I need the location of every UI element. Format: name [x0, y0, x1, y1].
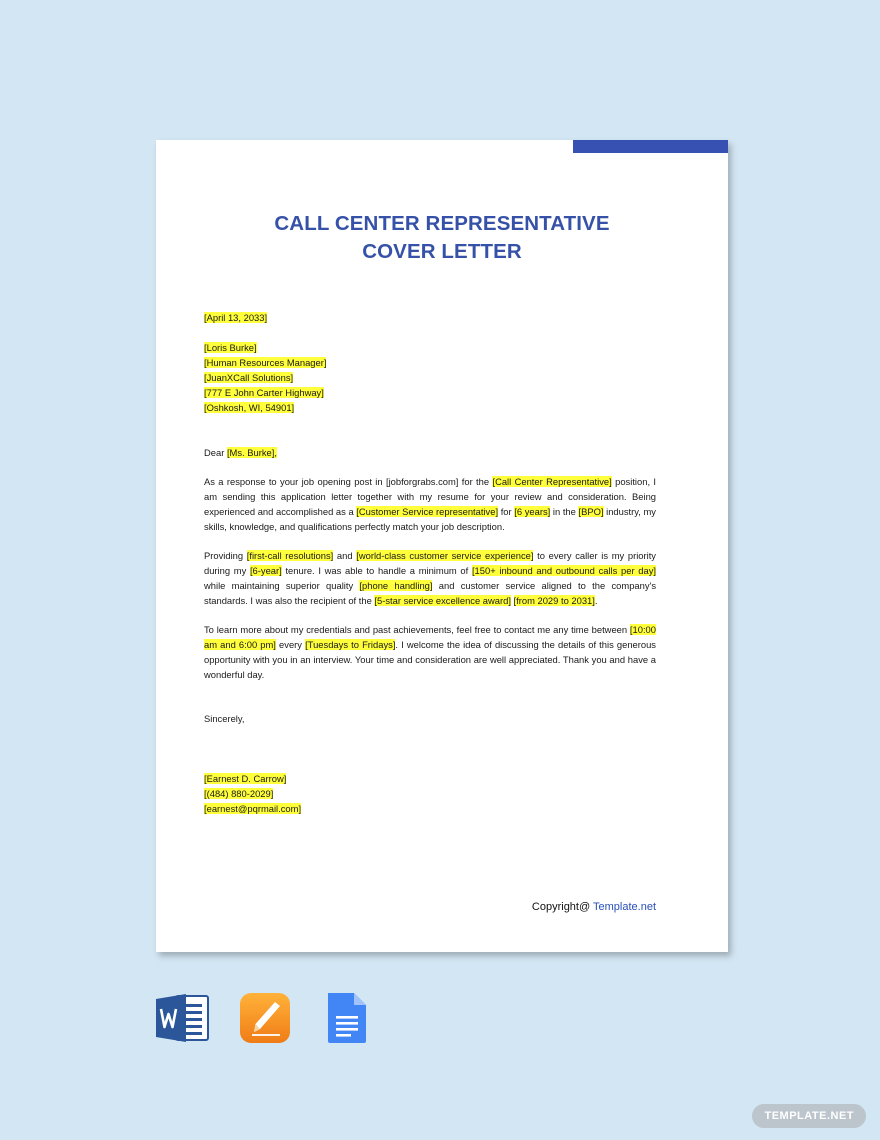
recipient-city: [Oshkosh, WI, 54901] [204, 402, 295, 413]
recipient-position: [Human Resources Manager] [204, 357, 327, 368]
salutation: Dear [Ms. Burke], [204, 447, 277, 458]
date: [April 13, 2033] [204, 312, 268, 323]
letter-body [204, 310, 656, 816]
paragraph-1: As a response to your job opening post in [jobforgrabs.com] for the [Call Center Representative] position, I am sending this application letter together with my resume for your review and consideration. Being experienced and accomplished as a [Customer Service representative] for [6 years] in the [BPO] industry, my skills, knowledge, and qualifications perfectly match your job description. [204, 476, 657, 532]
title-line-1: CALL CENTER REPRESENTATIVE [274, 212, 610, 235]
format-icons [156, 992, 374, 1044]
recipient-company: [JuanXCall Solutions] [204, 372, 294, 383]
sender-name: [Earnest D. Carrow] [204, 773, 287, 784]
closing: Sincerely, [204, 713, 245, 724]
apple-pages-icon[interactable] [238, 992, 292, 1044]
document-page [156, 140, 728, 952]
recipient-address [204, 340, 656, 415]
document-title [156, 210, 728, 266]
paragraph-3: To learn more about my credentials and past achievements, feel free to contact me any time between [10:00 am and 6:00 pm] every [Tuesdays to Fridays]. I welcome the idea of discussing the details of this generous opportunity with you in an interview. Your time and consideration are well appreciated. Thank you and have a wonderful day. [204, 624, 656, 680]
google-docs-icon[interactable] [320, 992, 374, 1044]
sender-signature [204, 771, 656, 816]
date-block [204, 310, 656, 325]
title-line-2: COVER LETTER [362, 240, 522, 263]
recipient-name: [Loris Burke] [204, 342, 257, 353]
sender-email: [earnest@pqrmail.com] [204, 803, 302, 814]
sender-phone: [(484) 880-2029] [204, 788, 274, 799]
copyright-notice: Copyright@ Template.net [531, 901, 656, 913]
paragraph-2: Providing [first-call resolutions] and [world-class customer service experience] to every caller is my priority during my [6-year] tenure. I was able to handle a minimum of [150+ inbound and outbound calls per day] while maintaining superior quality [phone handling] and customer service aligned to the company's standards. I was also the recipient of the [5-star service excellence award] [from 2029 to 2031]. [204, 550, 657, 606]
copyright-link[interactable]: Template.net [593, 901, 656, 913]
accent-bar [573, 140, 728, 153]
salutation-name: [Ms. Burke], [226, 447, 277, 458]
microsoft-word-icon[interactable] [156, 992, 210, 1044]
recipient-street: [777 E John Carter Highway] [204, 387, 324, 398]
watermark-badge: TEMPLATE.NET [752, 1104, 866, 1128]
